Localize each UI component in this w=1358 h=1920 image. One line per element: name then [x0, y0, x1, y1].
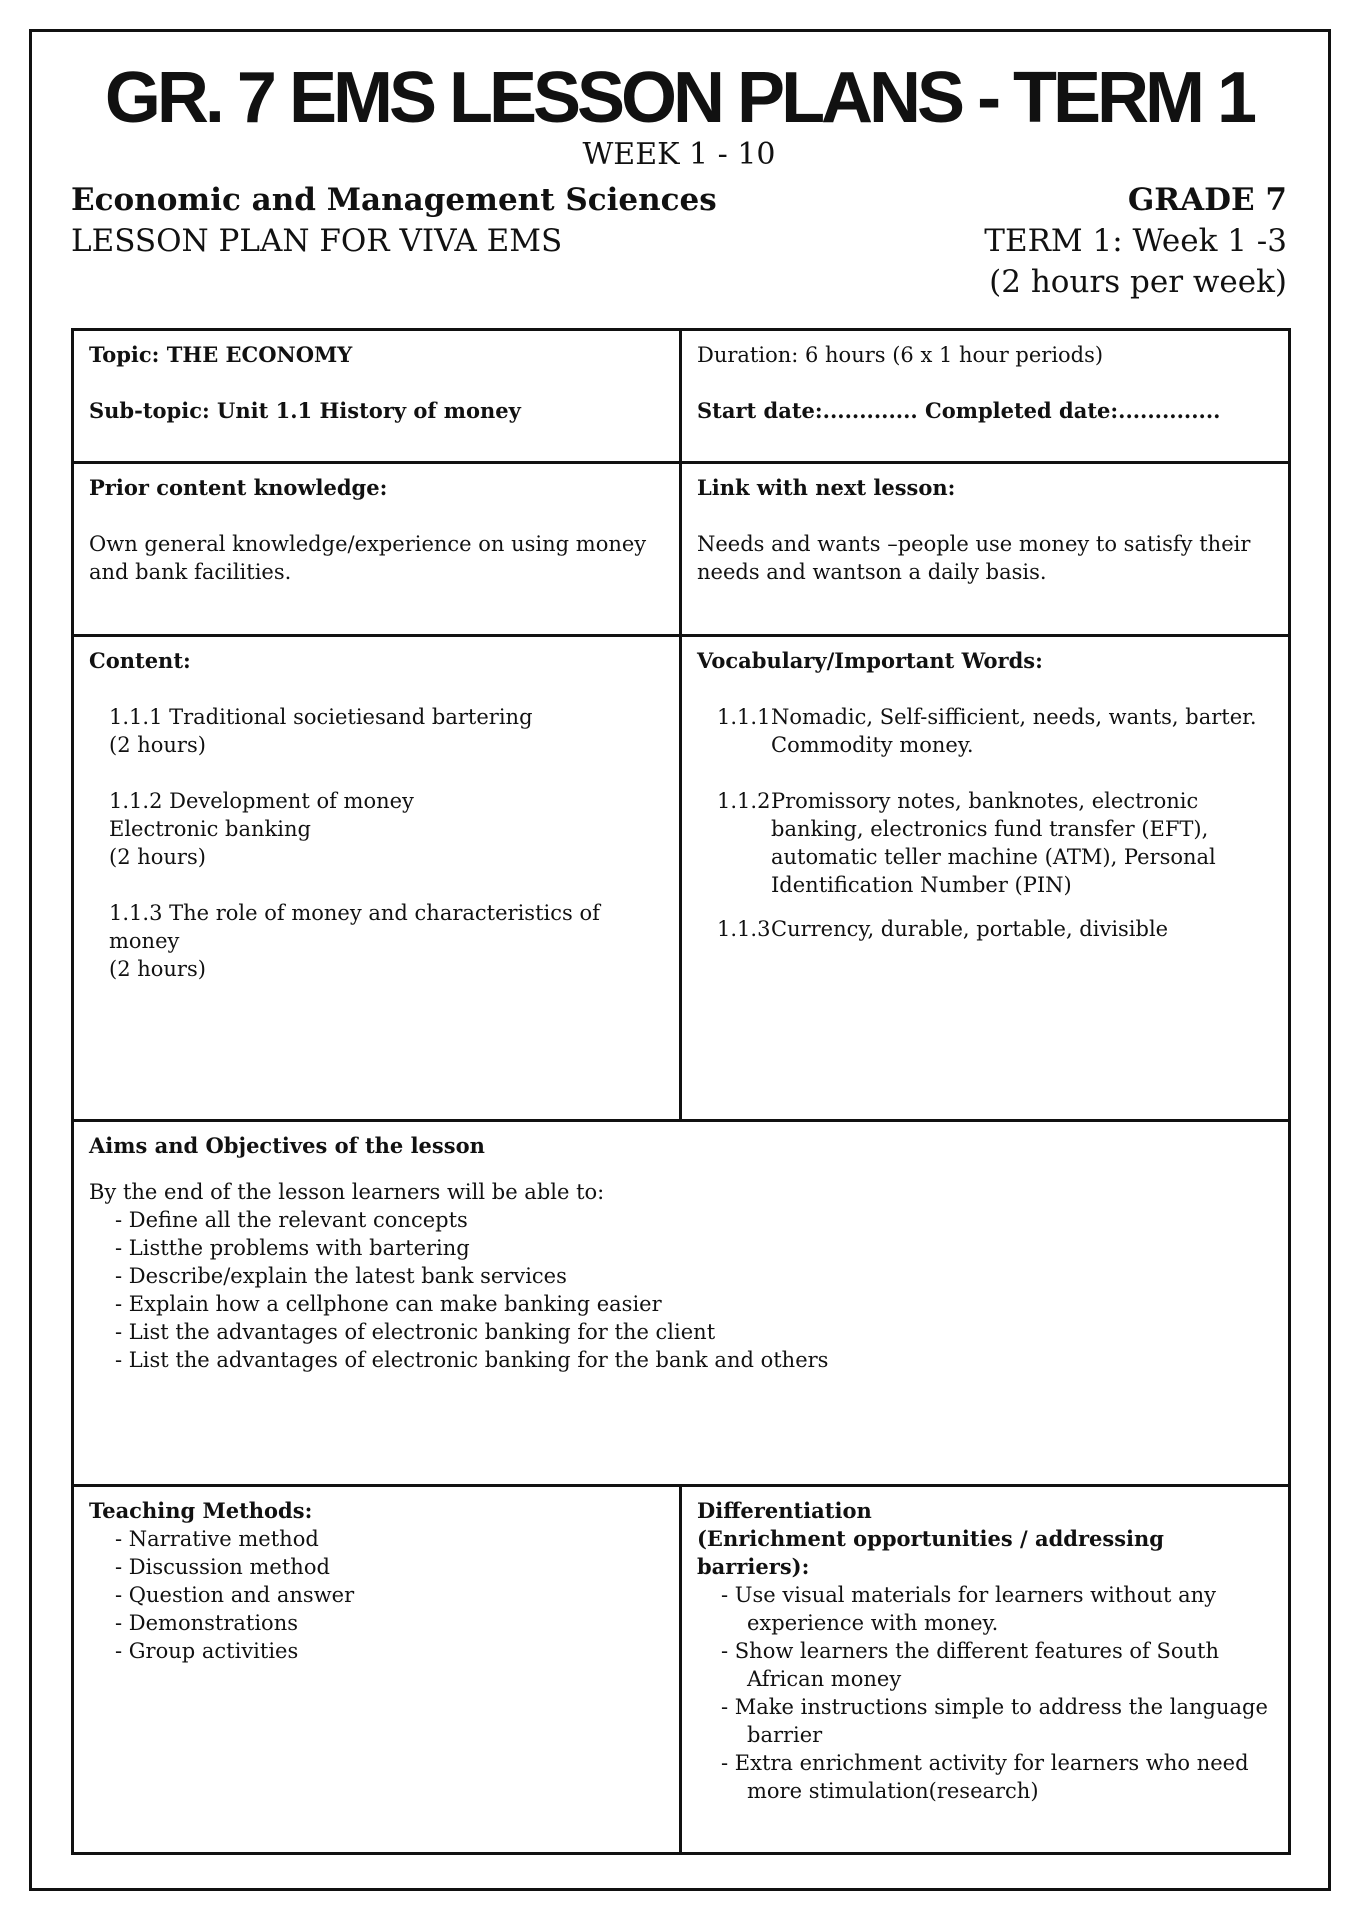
lesson-plan-table — [71, 328, 1291, 1855]
aims-cell — [73, 1121, 1290, 1486]
header-right — [984, 180, 1287, 303]
differentiation-cell — [681, 1486, 1290, 1854]
differentiation-subheading: (Enrichment opportunities / addressing barriers): — [697, 1526, 1164, 1579]
vocabulary-number: 1.1.1 — [717, 705, 771, 729]
grade-label: GRADE 7 — [1127, 182, 1287, 218]
dates-text: Start date:............. Completed date:.............. — [697, 398, 1221, 423]
vocabulary-text: Currency, durable, portable, divisible — [771, 917, 1169, 941]
content-item — [89, 703, 664, 759]
prior-link-row — [73, 463, 1290, 636]
teaching-list — [89, 1525, 664, 1665]
link-next-cell — [681, 463, 1290, 636]
vocabulary-text: Promissory notes, banknotes, electronic banking, electronics fund transfer (EFT), automatic teller machine (ATM), Personal Identification Number (PIN) — [771, 789, 1216, 897]
week-range: WEEK 1 - 10 — [582, 137, 776, 172]
term-label: TERM 1: Week 1 -3 — [984, 223, 1287, 259]
differentiation-item: - Show learners the different features of South African money — [697, 1637, 1273, 1693]
teaching-methods-cell — [73, 1486, 681, 1854]
aims-heading: Aims and Objectives of the lesson — [89, 1133, 485, 1158]
content-item — [89, 899, 664, 983]
content-heading: Content: — [89, 648, 191, 673]
content-line: Electronic banking — [109, 817, 311, 841]
hours-label: (2 hours per week) — [989, 264, 1287, 300]
differentiation-item: - Extra enrichment activity for learners who need more stimulation(research) — [697, 1749, 1273, 1805]
teaching-item: - Group activities — [89, 1637, 664, 1665]
vocabulary-cell — [681, 636, 1290, 1121]
content-line: (2 hours) — [109, 733, 206, 757]
content-line: 1.1.1 Traditional societiesand bartering — [109, 705, 533, 729]
differentiation-heading: Differentiation — [697, 1498, 872, 1523]
teaching-item: - Discussion method — [89, 1553, 664, 1581]
teaching-heading: Teaching Methods: — [89, 1498, 313, 1523]
content-item — [89, 787, 664, 871]
aims-list — [89, 1206, 1273, 1374]
topic-text: Topic: THE ECONOMY — [89, 342, 353, 367]
lesson-plan-for: LESSON PLAN FOR VIVA EMS — [71, 223, 563, 259]
page-title: GR. 7 EMS LESSON PLANS - TERM 1 — [104, 58, 1254, 138]
content-row — [73, 636, 1290, 1121]
vocabulary-number: 1.1.3 — [717, 917, 771, 941]
vocabulary-item — [697, 915, 1273, 943]
prior-text: Own general knowledge/experience on using money and bank facilities. — [89, 532, 647, 584]
aims-item: - List the advantages of electronic banking for the client — [89, 1318, 1273, 1346]
duration-text: Duration: 6 hours (6 x 1 hour periods) — [697, 343, 1104, 367]
vocabulary-item — [697, 703, 1273, 759]
aims-item: - Describe/explain the latest bank services — [89, 1262, 1273, 1290]
subtopic-text: Sub-topic: Unit 1.1 History of money — [89, 398, 521, 423]
aims-item: - List the advantages of electronic banking for the bank and others — [89, 1346, 1273, 1374]
vocabulary-number: 1.1.2 — [717, 789, 771, 813]
aims-item: - Listthe problems with bartering — [89, 1234, 1273, 1262]
topic-cell — [73, 330, 681, 463]
content-line: (2 hours) — [109, 845, 206, 869]
teaching-item: - Narrative method — [89, 1525, 664, 1553]
aims-row — [73, 1121, 1290, 1486]
differentiation-item: - Use visual materials for learners without any experience with money. — [697, 1581, 1273, 1637]
teaching-item: - Question and answer — [89, 1581, 664, 1609]
content-line: 1.1.2 Development of money — [109, 789, 414, 813]
topic-row — [73, 330, 1290, 463]
aims-intro: By the end of the lesson learners will be able to: — [89, 1180, 605, 1204]
vocabulary-item — [697, 787, 1273, 899]
content-line: (2 hours) — [109, 957, 206, 981]
methods-row — [73, 1486, 1290, 1854]
prior-heading: Prior content knowledge: — [89, 475, 388, 500]
link-heading: Link with next lesson: — [697, 475, 956, 500]
differentiation-item: - Make instructions simple to address the language barrier — [697, 1693, 1273, 1749]
content-line: 1.1.3 The role of money and characteristics of money — [109, 901, 600, 953]
prior-knowledge-cell — [73, 463, 681, 636]
differentiation-list — [697, 1581, 1273, 1805]
teaching-item: - Demonstrations — [89, 1609, 664, 1637]
link-text: Needs and wants –people use money to satisfy their needs and wantson a daily basis. — [697, 532, 1251, 584]
subject-name: Economic and Management Sciences — [71, 182, 717, 218]
duration-cell — [681, 330, 1290, 463]
vocabulary-text: Nomadic, Self-sifficient, needs, wants, barter. Commodity money. — [771, 705, 1257, 757]
header-left — [71, 180, 717, 262]
content-cell — [73, 636, 681, 1121]
vocabulary-heading: Vocabulary/Important Words: — [697, 648, 1043, 673]
aims-item: - Explain how a cellphone can make banking easier — [89, 1290, 1273, 1318]
aims-item: - Define all the relevant concepts — [89, 1206, 1273, 1234]
